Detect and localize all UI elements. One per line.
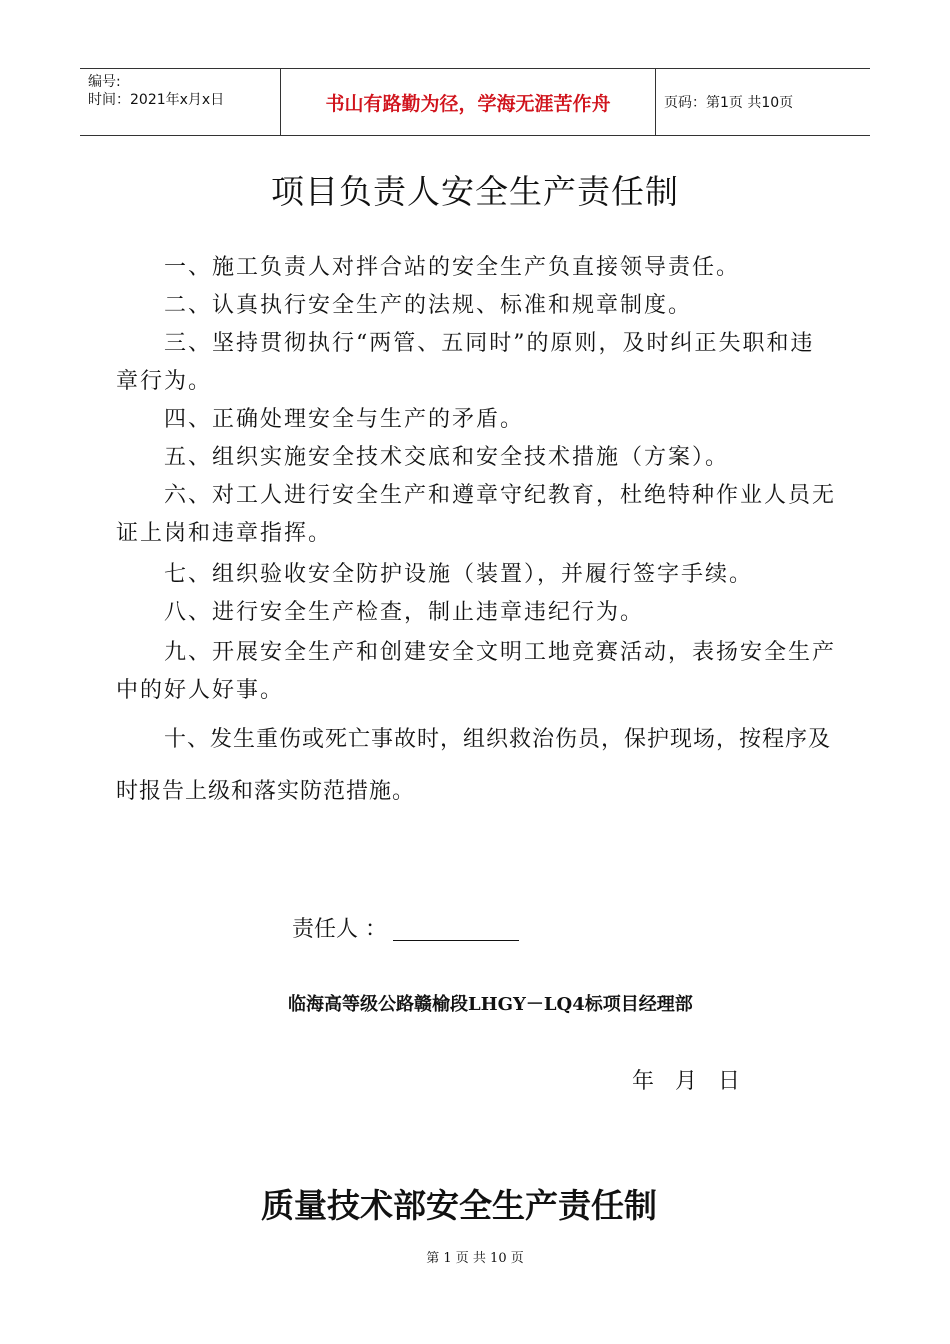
- paragraph-1: 一、施工负责人对拌合站的安全生产负直接领导责任。: [164, 255, 741, 280]
- signature-row: [292, 912, 519, 943]
- paragraph-8: 八、进行安全生产检查，制止违章违纪行为。: [164, 600, 645, 625]
- page-footer: 第 1 页 共 10 页: [426, 1251, 524, 1266]
- paragraph-10: 十、发生重伤或死亡事故时，组织救治伤员，保护现场，按程序及时报告上级和落实防范措施。: [116, 727, 832, 804]
- organization-name: 临海高等级公路赣榆段LHGY－LQ4标项目经理部: [288, 994, 693, 1015]
- paragraph-7: 七、组织验收安全防护设施（装置），并履行签字手续。: [164, 562, 754, 587]
- signature-label: 责任人 ：: [292, 917, 387, 942]
- paragraph-6: 六、对工人进行安全生产和遵章守纪教育，杜绝特种作业人员无证上岗和违章指挥。: [116, 483, 837, 546]
- header-motto: 书山有路勤为径，学海无涯苦作舟: [281, 69, 656, 135]
- paragraph-4: 四、正确处理安全与生产的矛盾。: [164, 407, 525, 432]
- time-label: 时间：2021年x月x日: [88, 92, 225, 108]
- paragraph-9: 九、开展安全生产和创建安全文明工地竞赛活动，表扬安全生产中的好人好事。: [116, 640, 837, 703]
- header-meta: [80, 69, 281, 135]
- paragraph-2: 二、认真执行安全生产的法规、标准和规章制度。: [164, 293, 693, 318]
- serial-number-label: 编号:: [88, 74, 121, 90]
- paragraph-3: 三、坚持贯彻执行“两管、五同时”的原则，及时纠正失职和违章行为。: [116, 331, 815, 394]
- signature-line: [393, 914, 519, 941]
- date-placeholder: 年 月 日: [632, 1069, 740, 1094]
- document-title: 项目负责人安全生产责任制: [271, 172, 679, 211]
- paragraph-5: 五、组织实施安全技术交底和安全技术措施（方案）。: [164, 445, 730, 470]
- next-section-title: 质量技术部安全生产责任制: [261, 1186, 657, 1225]
- document-header: [80, 68, 870, 136]
- header-page-info: 页码：第1页 共10页: [664, 95, 794, 111]
